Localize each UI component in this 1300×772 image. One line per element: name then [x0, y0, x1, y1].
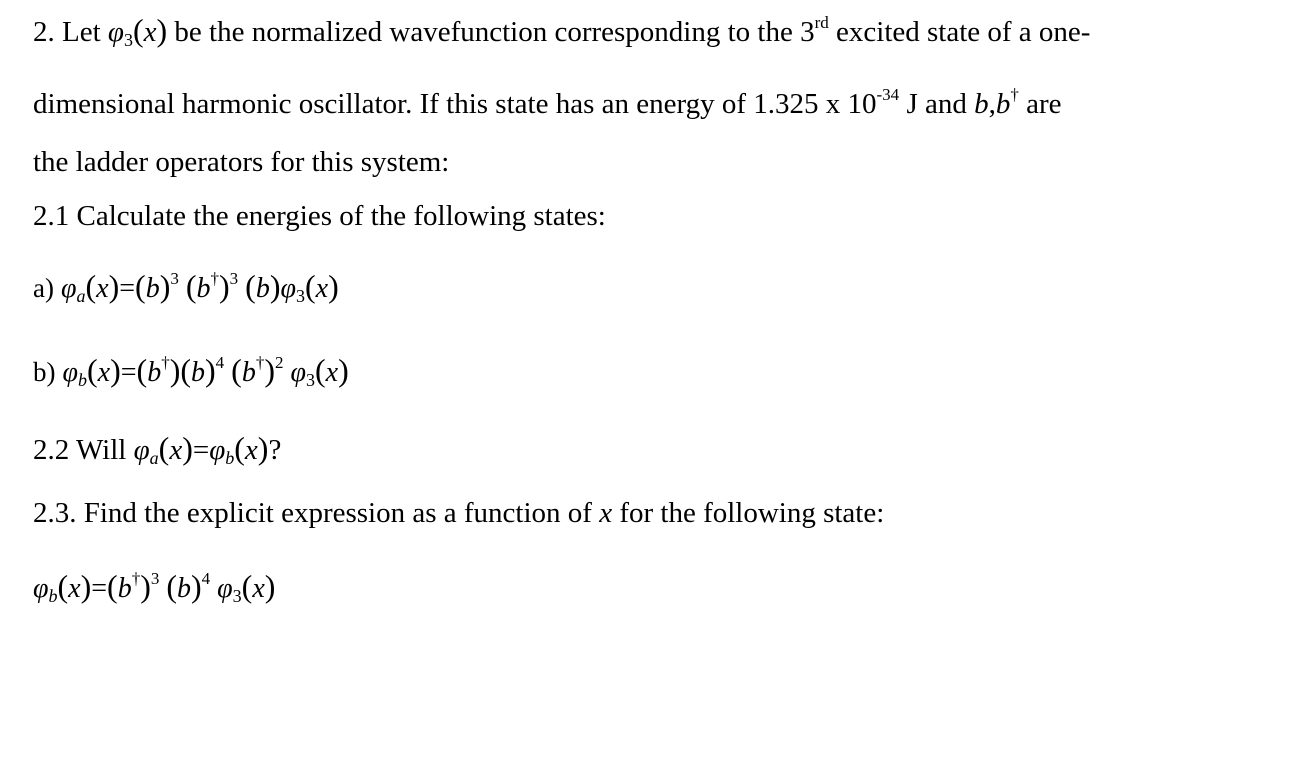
problem-number: 2. Let [33, 16, 101, 48]
label-a: a) [33, 273, 54, 303]
ladder-operators: b,b† [974, 85, 1019, 120]
formula-a: a) $\varphi a(x)=(b)^3$ $(b^\dagger)^3$ $(b)\varphi_3(x)$ [33, 268, 339, 306]
formula-2-3: $\varphi b(x)=(b^\dagger)^3$ $(b)^4$ $\varphi_3(x)$ [33, 568, 276, 606]
problem-text-2c: are [1026, 88, 1062, 120]
problem-line-1: 2. Let $\varphi_3(x)$ be the normalized wavefunction corresponding to the 3rd excited state of a one- [33, 12, 1091, 50]
question-2-1: 2.1 Calculate the energies of the following states: [33, 200, 606, 232]
label-b: b) [33, 357, 56, 387]
problem-text-2: dimensional harmonic oscillator. If this state has an energy of 1.325 x 10 [33, 88, 877, 120]
problem-text-1b: excited state of a one- [836, 16, 1091, 48]
phi3-symbol: $\varphi_3$ [107, 16, 133, 50]
question-2-3: 2.3. Find the explicit expression as a function of x for the following state: [33, 497, 885, 529]
problem-line-3: the ladder operators for this system: [33, 146, 450, 178]
question-2-2: 2.2 Will φa(x)=φb(x)? [33, 430, 282, 468]
exponent: -34 [876, 85, 900, 104]
problem-text-1: be the normalized wavefunction corresponding to the 3 [174, 16, 815, 48]
formula-b: b) $\varphi b(x)=(b^\dagger)(b)^4$ $(b^\dagger)^2$ $\varphi_3(x)$ [33, 352, 349, 390]
ordinal-superscript: rd [814, 13, 829, 32]
problem-text-2b: J and [906, 88, 967, 120]
problem-line-2 [33, 86, 1062, 119]
